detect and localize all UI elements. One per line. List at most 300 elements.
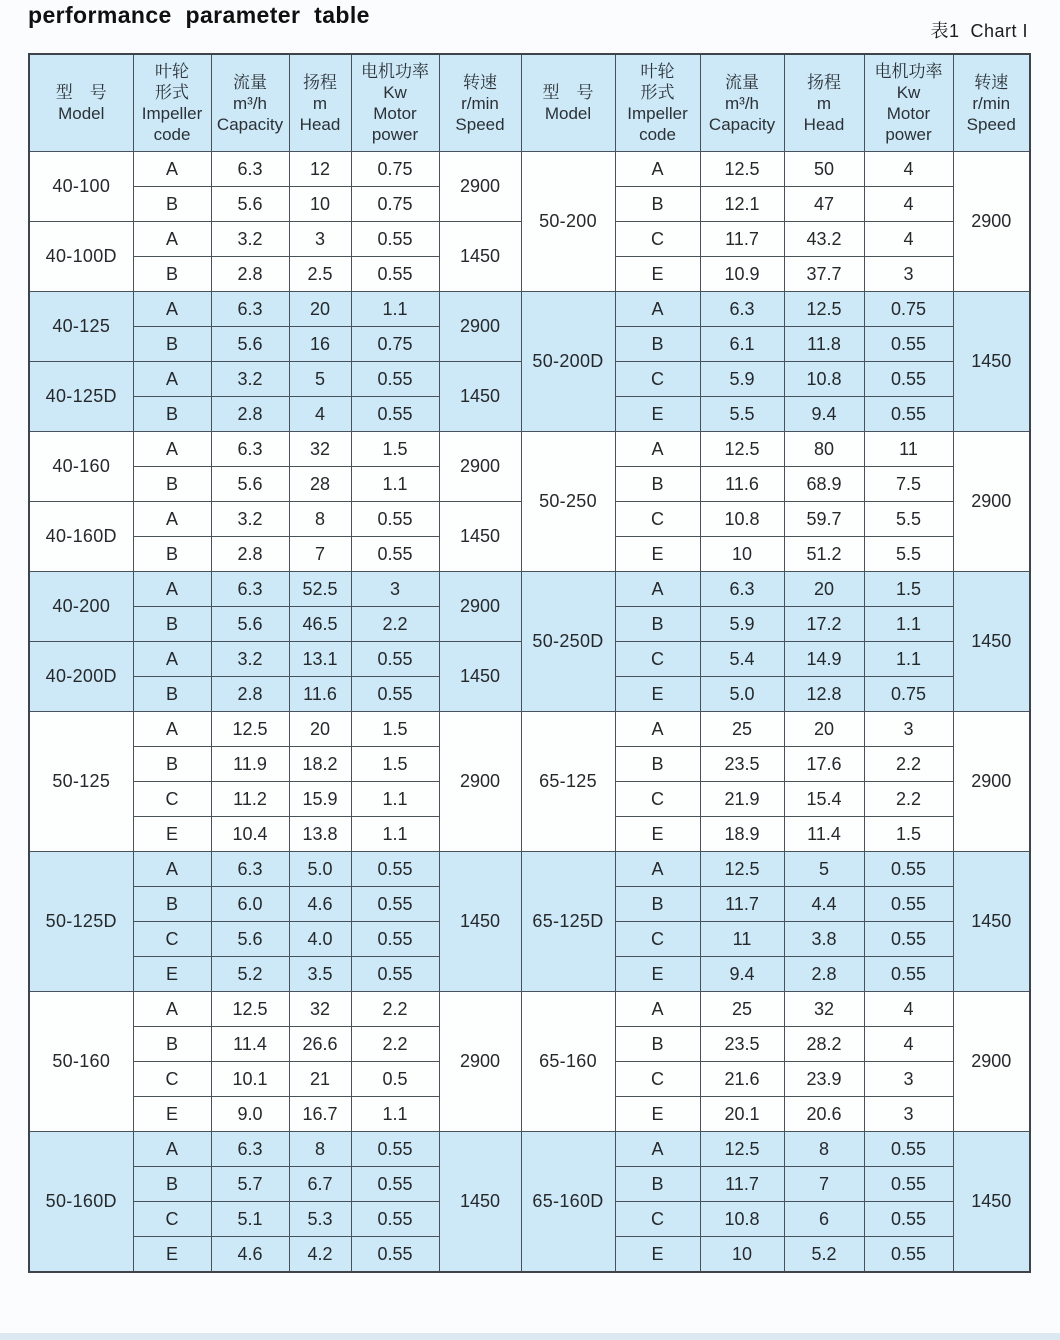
head-cell: 28 [289,467,351,502]
capacity-cell: 6.3 [211,432,289,467]
head-cell: 5 [289,362,351,397]
model-cell: 50-250D [521,572,615,712]
col-header-model-left: 型 号 Model [29,54,133,152]
model-cell: 40-125D [29,362,133,432]
bottom-strip [0,1333,1060,1340]
head-cell: 2.8 [784,957,864,992]
impeller-code-cell: E [615,397,700,432]
impeller-code-cell: B [133,327,211,362]
power-cell: 0.55 [864,397,953,432]
power-cell: 0.55 [351,887,439,922]
impeller-code-cell: A [133,572,211,607]
capacity-cell: 6.0 [211,887,289,922]
capacity-cell: 6.3 [700,572,784,607]
impeller-code-cell: A [615,852,700,887]
impeller-code-cell: A [133,852,211,887]
head-cell: 15.4 [784,782,864,817]
col-header-capacity-left: 流量 m³/h Capacity [211,54,289,152]
table-row [29,1132,1030,1167]
speed-cell: 1450 [439,852,521,992]
speed-cell: 2900 [439,712,521,852]
impeller-code-cell: A [133,642,211,677]
impeller-code-cell: C [615,922,700,957]
power-cell: 1.5 [351,747,439,782]
capacity-cell: 5.2 [211,957,289,992]
head-cell: 32 [289,432,351,467]
power-cell: 0.75 [351,327,439,362]
power-cell: 4 [864,152,953,187]
table-row [29,292,1030,327]
power-cell: 3 [864,1097,953,1132]
impeller-code-cell: E [133,1097,211,1132]
power-cell: 4 [864,187,953,222]
capacity-cell: 3.2 [211,362,289,397]
power-cell: 0.55 [351,537,439,572]
capacity-cell: 12.5 [700,432,784,467]
impeller-code-cell: E [615,817,700,852]
head-cell: 4.2 [289,1237,351,1272]
impeller-code-cell: B [133,607,211,642]
speed-cell: 1450 [439,362,521,432]
impeller-code-cell: C [133,922,211,957]
head-cell: 18.2 [289,747,351,782]
power-cell: 7.5 [864,467,953,502]
head-cell: 43.2 [784,222,864,257]
power-cell: 1.1 [351,292,439,327]
capacity-cell: 5.6 [211,607,289,642]
power-cell: 1.5 [351,712,439,747]
head-cell: 10 [289,187,351,222]
capacity-cell: 4.6 [211,1237,289,1272]
head-cell: 5 [784,852,864,887]
capacity-cell: 20.1 [700,1097,784,1132]
power-cell: 0.55 [864,327,953,362]
model-cell: 50-250 [521,432,615,572]
impeller-code-cell: B [133,1167,211,1202]
head-cell: 11.6 [289,677,351,712]
impeller-code-cell: E [133,817,211,852]
power-cell: 0.55 [351,362,439,397]
capacity-cell: 6.3 [211,292,289,327]
speed-cell: 1450 [953,852,1030,992]
capacity-cell: 5.9 [700,607,784,642]
capacity-cell: 6.3 [211,852,289,887]
table-row [29,152,1030,187]
head-cell: 26.6 [289,1027,351,1062]
capacity-cell: 11.7 [700,887,784,922]
impeller-code-cell: C [133,1062,211,1097]
capacity-cell: 5.6 [211,922,289,957]
col-header-speed-right: 转速 r/min Speed [953,54,1030,152]
head-cell: 7 [289,537,351,572]
head-cell: 5.2 [784,1237,864,1272]
capacity-cell: 6.3 [211,1132,289,1167]
power-cell: 0.55 [351,1132,439,1167]
col-header-capacity-right: 流量 m³/h Capacity [700,54,784,152]
speed-cell: 1450 [439,642,521,712]
power-cell: 0.55 [864,1202,953,1237]
power-cell: 0.55 [864,887,953,922]
power-cell: 0.55 [864,1237,953,1272]
top-bar [0,0,1060,43]
impeller-code-cell: A [133,222,211,257]
model-cell: 40-160 [29,432,133,502]
impeller-code-cell: E [615,257,700,292]
impeller-code-cell: A [133,152,211,187]
power-cell: 0.55 [351,922,439,957]
capacity-cell: 23.5 [700,1027,784,1062]
capacity-cell: 10.4 [211,817,289,852]
capacity-cell: 10 [700,537,784,572]
speed-cell: 1450 [953,572,1030,712]
power-cell: 0.75 [351,152,439,187]
power-cell: 1.1 [351,817,439,852]
head-cell: 14.9 [784,642,864,677]
power-cell: 1.1 [351,467,439,502]
head-cell: 32 [784,992,864,1027]
head-cell: 5.0 [289,852,351,887]
power-cell: 0.55 [351,957,439,992]
capacity-cell: 6.3 [211,152,289,187]
impeller-code-cell: B [615,1027,700,1062]
impeller-code-cell: A [133,992,211,1027]
impeller-code-cell: B [133,467,211,502]
power-cell: 0.55 [864,362,953,397]
capacity-cell: 5.7 [211,1167,289,1202]
capacity-cell: 11.4 [211,1027,289,1062]
head-cell: 16.7 [289,1097,351,1132]
capacity-cell: 2.8 [211,677,289,712]
power-cell: 1.1 [351,1097,439,1132]
capacity-cell: 11.7 [700,1167,784,1202]
head-cell: 3.8 [784,922,864,957]
head-cell: 11.4 [784,817,864,852]
head-cell: 11.8 [784,327,864,362]
impeller-code-cell: B [615,1167,700,1202]
impeller-code-cell: B [615,187,700,222]
impeller-code-cell: E [615,957,700,992]
capacity-cell: 23.5 [700,747,784,782]
header-row [29,54,1030,152]
power-cell: 4 [864,1027,953,1062]
head-cell: 4.4 [784,887,864,922]
capacity-cell: 3.2 [211,642,289,677]
impeller-code-cell: E [133,957,211,992]
power-cell: 0.55 [351,852,439,887]
head-cell: 21 [289,1062,351,1097]
impeller-code-cell: E [615,677,700,712]
capacity-cell: 5.6 [211,327,289,362]
speed-cell: 2900 [953,432,1030,572]
power-cell: 0.55 [351,502,439,537]
capacity-cell: 21.9 [700,782,784,817]
power-cell: 0.55 [351,222,439,257]
head-cell: 80 [784,432,864,467]
impeller-code-cell: B [133,1027,211,1062]
power-cell: 0.75 [864,677,953,712]
model-cell: 65-125 [521,712,615,852]
impeller-code-cell: B [133,397,211,432]
impeller-code-cell: A [615,152,700,187]
impeller-code-cell: B [133,537,211,572]
power-cell: 4 [864,992,953,1027]
table-row [29,572,1030,607]
capacity-cell: 3.2 [211,502,289,537]
impeller-code-cell: A [615,572,700,607]
power-cell: 2.2 [864,782,953,817]
head-cell: 3 [289,222,351,257]
impeller-code-cell: A [615,292,700,327]
head-cell: 20 [289,712,351,747]
capacity-cell: 10.9 [700,257,784,292]
power-cell: 0.55 [864,1132,953,1167]
impeller-code-cell: E [615,537,700,572]
power-cell: 1.1 [864,642,953,677]
head-cell: 4.6 [289,887,351,922]
head-cell: 3.5 [289,957,351,992]
speed-cell: 2900 [439,292,521,362]
table-body [29,152,1030,1272]
model-cell: 50-200 [521,152,615,292]
head-cell: 15.9 [289,782,351,817]
model-cell: 50-160D [29,1132,133,1272]
table-row [29,712,1030,747]
power-cell: 2.2 [351,992,439,1027]
impeller-code-cell: B [615,467,700,502]
impeller-code-cell: A [615,432,700,467]
head-cell: 6.7 [289,1167,351,1202]
impeller-code-cell: A [133,1132,211,1167]
page-title: performance parameter table [28,2,370,28]
col-header-model-right: 型 号 Model [521,54,615,152]
capacity-cell: 25 [700,992,784,1027]
head-cell: 9.4 [784,397,864,432]
impeller-code-cell: B [615,887,700,922]
head-cell: 6 [784,1202,864,1237]
capacity-cell: 6.3 [211,572,289,607]
impeller-code-cell: B [133,677,211,712]
table-header [29,54,1030,152]
table-row [29,852,1030,887]
power-cell: 1.1 [864,607,953,642]
power-cell: 0.55 [864,1167,953,1202]
capacity-cell: 11.7 [700,222,784,257]
speed-cell: 1450 [439,502,521,572]
impeller-code-cell: C [615,362,700,397]
capacity-cell: 2.8 [211,257,289,292]
head-cell: 20 [784,572,864,607]
power-cell: 1.5 [351,432,439,467]
capacity-cell: 11.6 [700,467,784,502]
impeller-code-cell: A [615,1132,700,1167]
head-cell: 7 [784,1167,864,1202]
impeller-code-cell: A [133,362,211,397]
capacity-cell: 9.0 [211,1097,289,1132]
power-cell: 0.55 [351,397,439,432]
head-cell: 17.2 [784,607,864,642]
impeller-code-cell: B [133,747,211,782]
impeller-code-cell: B [133,887,211,922]
capacity-cell: 10.8 [700,502,784,537]
power-cell: 0.55 [351,677,439,712]
capacity-cell: 12.5 [700,152,784,187]
impeller-code-cell: C [615,1202,700,1237]
head-cell: 51.2 [784,537,864,572]
impeller-code-cell: C [133,1202,211,1237]
capacity-cell: 12.1 [700,187,784,222]
capacity-cell: 12.5 [211,992,289,1027]
capacity-cell: 11.9 [211,747,289,782]
head-cell: 20 [289,292,351,327]
head-cell: 16 [289,327,351,362]
capacity-cell: 10.8 [700,1202,784,1237]
head-cell: 52.5 [289,572,351,607]
capacity-cell: 5.9 [700,362,784,397]
impeller-code-cell: A [133,502,211,537]
impeller-code-cell: C [615,642,700,677]
capacity-cell: 11 [700,922,784,957]
col-header-power-right: 电机功率 Kw Motor power [864,54,953,152]
model-cell: 65-125D [521,852,615,992]
head-cell: 68.9 [784,467,864,502]
power-cell: 1.1 [351,782,439,817]
model-cell: 40-100 [29,152,133,222]
head-cell: 8 [289,1132,351,1167]
capacity-cell: 5.5 [700,397,784,432]
speed-cell: 1450 [439,222,521,292]
head-cell: 13.1 [289,642,351,677]
impeller-code-cell: B [615,327,700,362]
head-cell: 20 [784,712,864,747]
capacity-cell: 5.0 [700,677,784,712]
speed-cell: 2900 [439,992,521,1132]
model-cell: 40-200D [29,642,133,712]
head-cell: 13.8 [289,817,351,852]
capacity-cell: 5.4 [700,642,784,677]
impeller-code-cell: B [133,187,211,222]
impeller-code-cell: B [615,747,700,782]
head-cell: 8 [784,1132,864,1167]
model-cell: 40-125 [29,292,133,362]
capacity-cell: 5.6 [211,187,289,222]
power-cell: 0.75 [864,292,953,327]
head-cell: 59.7 [784,502,864,537]
power-cell: 0.55 [351,257,439,292]
impeller-code-cell: E [133,1237,211,1272]
head-cell: 23.9 [784,1062,864,1097]
impeller-code-cell: B [615,607,700,642]
head-cell: 50 [784,152,864,187]
power-cell: 3 [351,572,439,607]
power-cell: 5.5 [864,537,953,572]
model-cell: 40-200 [29,572,133,642]
model-cell: 65-160 [521,992,615,1132]
power-cell: 0.55 [351,1167,439,1202]
impeller-code-cell: A [615,992,700,1027]
head-cell: 8 [289,502,351,537]
capacity-cell: 5.6 [211,467,289,502]
performance-table [28,53,1031,1273]
impeller-code-cell: E [615,1097,700,1132]
speed-cell: 2900 [953,992,1030,1132]
power-cell: 0.55 [351,1202,439,1237]
capacity-cell: 10.1 [211,1062,289,1097]
power-cell: 0.55 [864,957,953,992]
head-cell: 20.6 [784,1097,864,1132]
impeller-code-cell: A [133,292,211,327]
model-cell: 50-160 [29,992,133,1132]
capacity-cell: 6.3 [700,292,784,327]
table-caption: 表1 Chart I [930,21,1028,41]
capacity-cell: 18.9 [700,817,784,852]
table-row [29,992,1030,1027]
speed-cell: 1450 [953,292,1030,432]
col-header-head-right: 扬程 m Head [784,54,864,152]
head-cell: 47 [784,187,864,222]
capacity-cell: 5.1 [211,1202,289,1237]
impeller-code-cell: C [615,222,700,257]
capacity-cell: 2.8 [211,537,289,572]
power-cell: 0.55 [351,642,439,677]
impeller-code-cell: C [615,782,700,817]
power-cell: 4 [864,222,953,257]
model-cell: 50-125 [29,712,133,852]
power-cell: 0.55 [864,922,953,957]
impeller-code-cell: A [615,712,700,747]
power-cell: 3 [864,1062,953,1097]
col-header-speed-left: 转速 r/min Speed [439,54,521,152]
impeller-code-cell: A [133,432,211,467]
speed-cell: 2900 [439,432,521,502]
speed-cell: 2900 [953,712,1030,852]
head-cell: 28.2 [784,1027,864,1062]
head-cell: 17.6 [784,747,864,782]
head-cell: 5.3 [289,1202,351,1237]
head-cell: 46.5 [289,607,351,642]
impeller-code-cell: C [133,782,211,817]
table-row [29,432,1030,467]
power-cell: 11 [864,432,953,467]
speed-cell: 1450 [439,1132,521,1272]
capacity-cell: 3.2 [211,222,289,257]
capacity-cell: 9.4 [700,957,784,992]
power-cell: 2.2 [351,607,439,642]
capacity-cell: 6.1 [700,327,784,362]
impeller-code-cell: E [615,1237,700,1272]
capacity-cell: 25 [700,712,784,747]
capacity-cell: 2.8 [211,397,289,432]
model-cell: 50-125D [29,852,133,992]
head-cell: 10.8 [784,362,864,397]
head-cell: 4 [289,397,351,432]
capacity-cell: 12.5 [211,712,289,747]
head-cell: 12.5 [784,292,864,327]
head-cell: 2.5 [289,257,351,292]
col-header-impeller-code-left: 叶轮 形式 Impeller code [133,54,211,152]
speed-cell: 2900 [439,572,521,642]
power-cell: 1.5 [864,572,953,607]
model-cell: 65-160D [521,1132,615,1272]
impeller-code-cell: C [615,502,700,537]
power-cell: 2.2 [864,747,953,782]
capacity-cell: 11.2 [211,782,289,817]
speed-cell: 2900 [953,152,1030,292]
power-cell: 0.75 [351,187,439,222]
power-cell: 3 [864,712,953,747]
head-cell: 12.8 [784,677,864,712]
power-cell: 3 [864,257,953,292]
capacity-cell: 12.5 [700,1132,784,1167]
